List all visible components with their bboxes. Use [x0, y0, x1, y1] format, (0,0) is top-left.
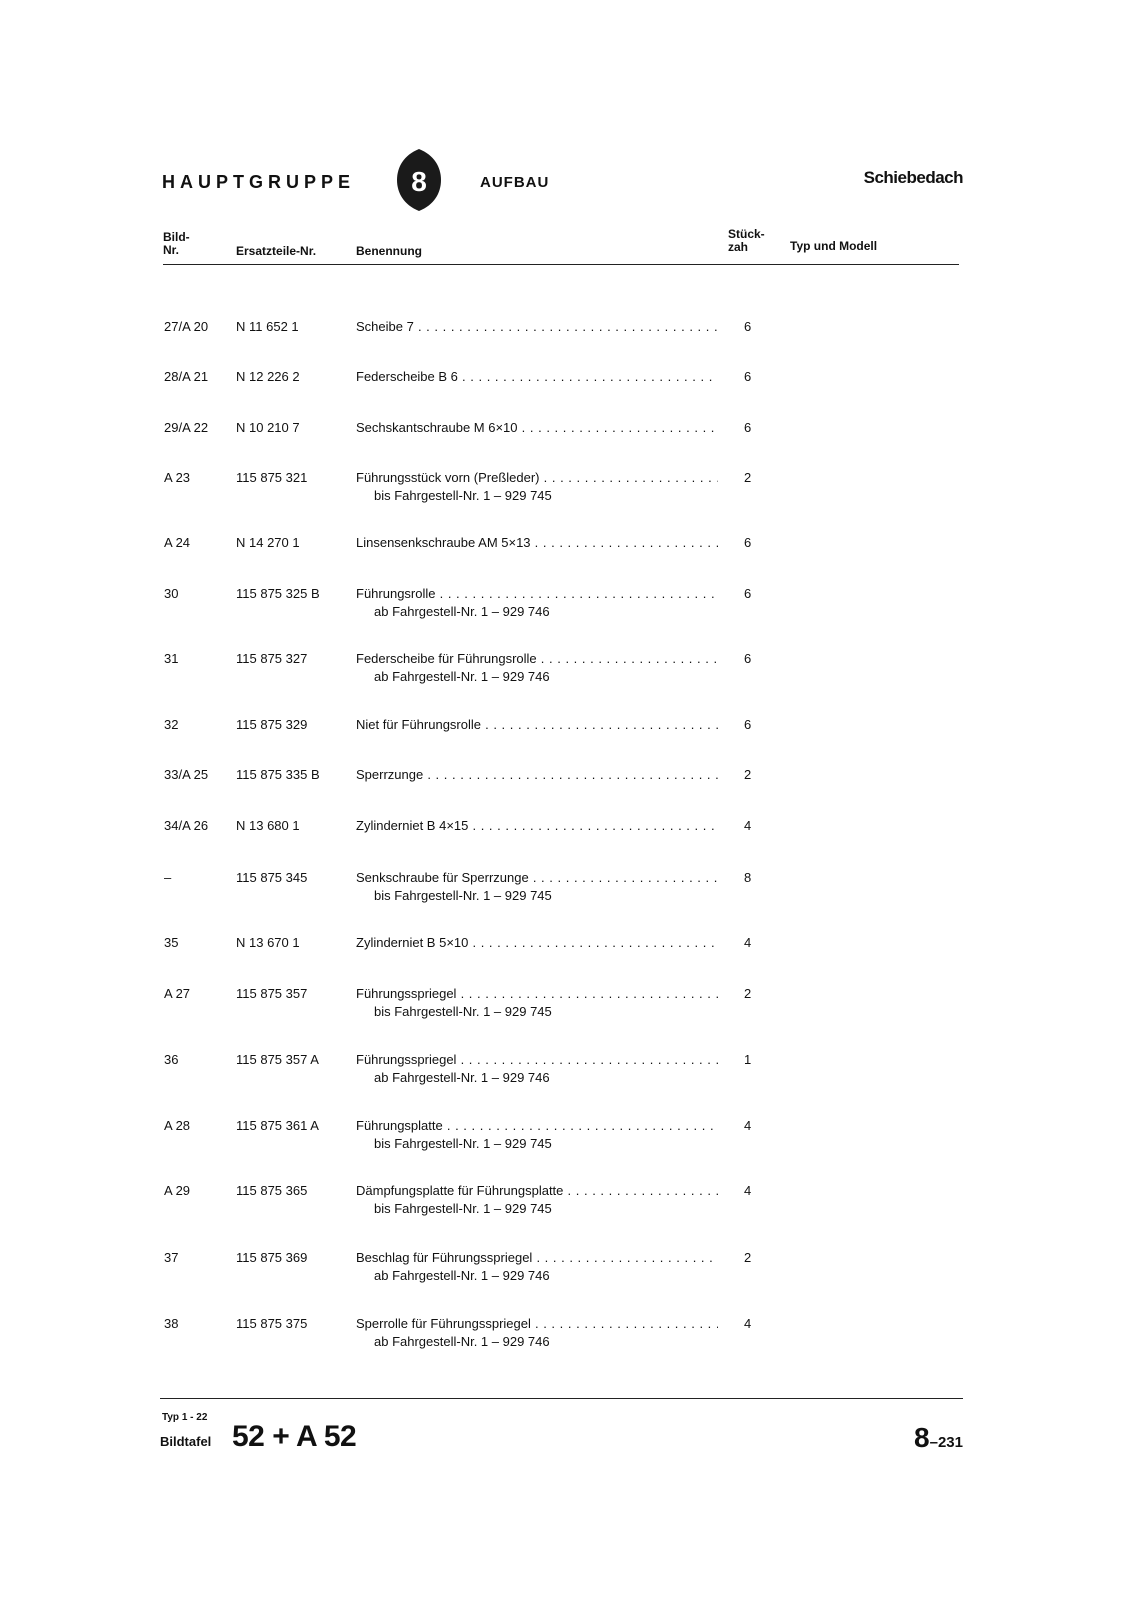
part-name	[356, 419, 718, 437]
part-name-text: Führungsstück vorn (Preßleder) . . .	[356, 470, 718, 485]
hauptgruppe-label: HAUPTGRUPPE	[162, 172, 356, 192]
part-name-text: Dämpfungsplatte für Führungsplatte . . .	[356, 1183, 718, 1198]
part-name	[356, 469, 718, 487]
part-number: 115 875 325 B	[236, 586, 320, 601]
part-note: bis Fahrgestell-Nr. 1 – 929 745	[374, 1201, 552, 1216]
part-number: 115 875 335 B	[236, 767, 320, 782]
part-number: 115 875 357	[236, 986, 308, 1001]
part-name-text: Beschlag für Führungsspriegel . . .	[356, 1250, 718, 1265]
part-note: bis Fahrgestell-Nr. 1 – 929 745	[374, 888, 552, 903]
part-name-text: Senkschraube für Sperrzunge . . .	[356, 870, 718, 885]
quantity: 2	[744, 986, 752, 1001]
part-name	[356, 716, 718, 734]
quantity: 6	[744, 535, 752, 550]
parts-row	[0, 1182, 1135, 1222]
part-name	[356, 650, 718, 668]
parts-row	[0, 766, 1135, 806]
group-badge	[396, 147, 442, 213]
part-name	[356, 1182, 718, 1200]
quantity: 6	[744, 319, 752, 334]
part-name	[356, 534, 718, 552]
bild-nr: 30	[164, 586, 179, 601]
column-header-benennung: Benennung	[356, 244, 422, 258]
part-number: N 10 210 7	[236, 420, 300, 435]
topic-title: Schiebedach	[863, 168, 963, 187]
bildtafel-label: Bildtafel	[160, 1434, 212, 1449]
part-name	[356, 318, 718, 336]
page-number-main: 8	[914, 1422, 930, 1453]
part-note: bis Fahrgestell-Nr. 1 – 929 745	[374, 1004, 552, 1019]
part-name-text: Sperrzunge . . .	[356, 767, 718, 782]
bild-nr: 35	[164, 935, 179, 950]
part-name	[356, 1315, 718, 1333]
part-name	[356, 1249, 718, 1267]
part-number: 115 875 361 A	[236, 1118, 319, 1133]
parts-row	[0, 585, 1135, 625]
part-name-text: Sperrolle für Führungsspriegel . . .	[356, 1316, 718, 1331]
parts-row	[0, 869, 1135, 909]
column-header-bild-nr: Bild- Nr.	[163, 230, 190, 257]
parts-row	[0, 985, 1135, 1025]
parts-row	[0, 817, 1135, 857]
bild-nr: 38	[164, 1316, 179, 1331]
part-number: 115 875 327	[236, 651, 308, 666]
part-name-text: Sechskantschraube M 6×10 . . .	[356, 420, 718, 435]
group-badge-number: 8	[411, 166, 427, 197]
column-header-stueckzahl: Stück- zah	[728, 227, 765, 254]
section-title: AUFBAU	[480, 174, 550, 191]
part-name	[356, 1051, 718, 1069]
bild-nr: 31	[164, 651, 179, 666]
parts-row	[0, 650, 1135, 690]
bild-nr: A 29	[164, 1183, 191, 1198]
part-name-text: Linsensenkschraube AM 5×13 . . .	[356, 535, 718, 550]
quantity: 4	[744, 818, 752, 833]
bild-nr: –	[164, 870, 172, 885]
quantity: 2	[744, 767, 752, 782]
bild-nr: 37	[164, 1250, 179, 1265]
part-name	[356, 817, 718, 835]
part-number: N 13 680 1	[236, 818, 300, 833]
part-note: ab Fahrgestell-Nr. 1 – 929 746	[374, 1334, 550, 1349]
part-number: 115 875 375	[236, 1316, 308, 1331]
parts-row	[0, 419, 1135, 459]
part-note: ab Fahrgestell-Nr. 1 – 929 746	[374, 1268, 550, 1283]
part-number: 115 875 369	[236, 1250, 308, 1265]
parts-row	[0, 934, 1135, 974]
bild-nr: 32	[164, 717, 179, 732]
header-divider	[163, 264, 959, 265]
part-name-text: Federscheibe für Führungsrolle . . .	[356, 651, 718, 666]
parts-row	[0, 534, 1135, 574]
quantity: 4	[744, 1118, 752, 1133]
parts-row	[0, 716, 1135, 756]
bild-nr: 36	[164, 1052, 179, 1067]
quantity: 6	[744, 369, 752, 384]
quantity: 4	[744, 1316, 752, 1331]
parts-row	[0, 368, 1135, 408]
part-name	[356, 766, 718, 784]
part-name	[356, 1117, 718, 1135]
bild-nr: 29/A 22	[164, 420, 209, 435]
bildtafel-number: 52 + A 52	[232, 1420, 357, 1453]
part-name-text: Zylinderniet B 5×10 . . .	[356, 935, 718, 950]
part-name	[356, 869, 718, 887]
bild-nr: 33/A 25	[164, 767, 209, 782]
bild-nr: A 27	[164, 986, 191, 1001]
part-name	[356, 985, 718, 1003]
part-name-text: Führungsspriegel . . .	[356, 1052, 718, 1067]
part-name	[356, 585, 718, 603]
part-name-text: Scheibe 7 . . .	[356, 319, 718, 334]
part-name-text: Führungsspriegel . . .	[356, 986, 718, 1001]
parts-row	[0, 469, 1135, 509]
quantity: 4	[744, 935, 752, 950]
part-number: 115 875 329	[236, 717, 308, 732]
part-name-text: Zylinderniet B 4×15 . . .	[356, 818, 718, 833]
bild-nr: 27/A 20	[164, 319, 209, 334]
quantity: 6	[744, 420, 752, 435]
part-note: ab Fahrgestell-Nr. 1 – 929 746	[374, 604, 550, 619]
part-number: 115 875 357 A	[236, 1052, 319, 1067]
part-name-text: Führungsplatte . . .	[356, 1118, 718, 1133]
part-number: N 12 226 2	[236, 369, 300, 384]
column-header-typ-modell: Typ und Modell	[790, 239, 878, 253]
quantity: 2	[744, 1250, 752, 1265]
part-name	[356, 934, 718, 952]
part-number: 115 875 365	[236, 1183, 308, 1198]
bild-nr: 34/A 26	[164, 818, 209, 833]
quantity: 6	[744, 586, 752, 601]
typ-label: Typ 1 - 22	[162, 1412, 208, 1423]
quantity: 4	[744, 1183, 752, 1198]
part-number: N 14 270 1	[236, 535, 300, 550]
part-name	[356, 368, 718, 386]
part-note: bis Fahrgestell-Nr. 1 – 929 745	[374, 1136, 552, 1151]
parts-row	[0, 1117, 1135, 1157]
part-number: 115 875 321	[236, 470, 308, 485]
part-note: ab Fahrgestell-Nr. 1 – 929 746	[374, 1070, 550, 1085]
quantity: 1	[744, 1052, 752, 1067]
quantity: 6	[744, 717, 752, 732]
part-name-text: Führungsrolle . . .	[356, 586, 718, 601]
parts-row	[0, 1051, 1135, 1091]
bild-nr: A 28	[164, 1118, 191, 1133]
part-name-text: Niet für Führungsrolle . . .	[356, 717, 718, 732]
quantity: 6	[744, 651, 752, 666]
page-number	[914, 1422, 963, 1454]
part-note: bis Fahrgestell-Nr. 1 – 929 745	[374, 488, 552, 503]
part-number: 115 875 345	[236, 870, 308, 885]
quantity: 2	[744, 470, 752, 485]
part-number: N 11 652 1	[236, 319, 299, 334]
part-note: ab Fahrgestell-Nr. 1 – 929 746	[374, 669, 550, 684]
page-number-sub: –231	[929, 1434, 963, 1451]
parts-row	[0, 1315, 1135, 1355]
group-badge-shape	[396, 147, 442, 213]
parts-row	[0, 1249, 1135, 1289]
part-name-text: Federscheibe B 6 . . .	[356, 369, 718, 384]
footer-divider	[160, 1398, 963, 1399]
bild-nr: A 23	[164, 470, 191, 485]
bild-nr: A 24	[164, 535, 191, 550]
part-number: N 13 670 1	[236, 935, 300, 950]
column-header-ersatzteile-nr: Ersatzteile-Nr.	[236, 244, 317, 258]
quantity: 8	[744, 870, 752, 885]
bild-nr: 28/A 21	[164, 369, 209, 384]
parts-row	[0, 318, 1135, 358]
